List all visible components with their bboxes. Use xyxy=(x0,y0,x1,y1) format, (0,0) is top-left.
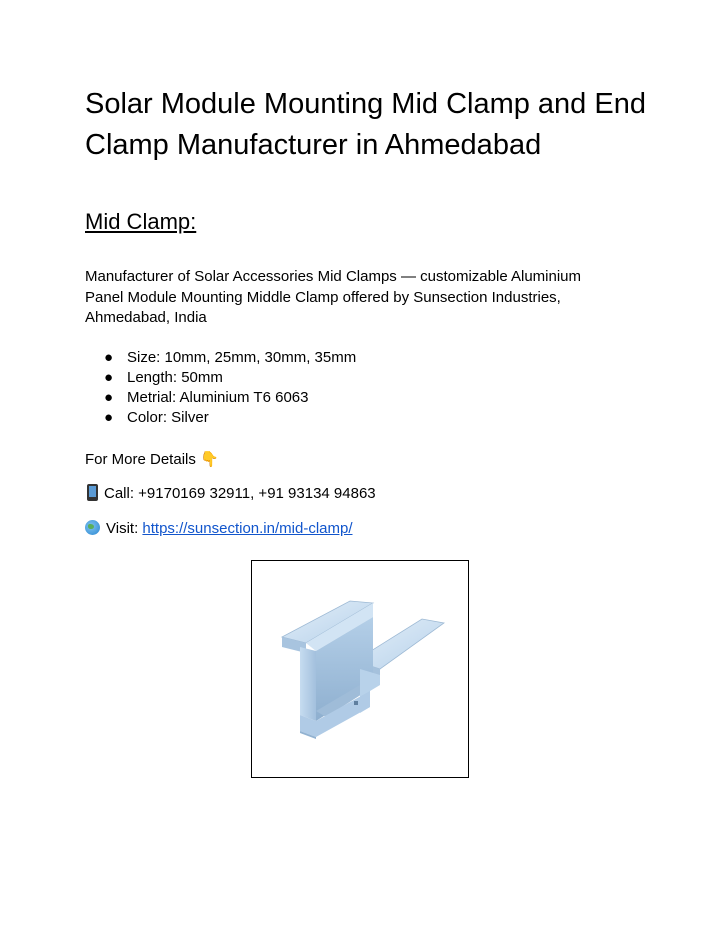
mobile-phone-icon xyxy=(87,484,98,501)
bullet-icon: ● xyxy=(104,349,114,366)
pointing-down-icon: 👇 xyxy=(200,450,219,468)
page-title: Solar Module Mounting Mid Clamp and End Clamp Manufacturer in Ahmedabad xyxy=(85,88,646,161)
spec-item xyxy=(85,368,356,388)
visit-link[interactable]: https://sunsection.in/mid-clamp/ xyxy=(142,520,353,537)
call-text: Call: +9170169 32911, +91 93134 94863 xyxy=(104,485,376,502)
spec-list xyxy=(85,348,356,428)
spec-item xyxy=(85,348,356,368)
mid-clamp-product-image xyxy=(252,561,468,777)
more-details-line xyxy=(85,449,219,470)
spec-text: Metrial: Aluminium T6 6063 xyxy=(127,389,309,406)
bullet-icon: ● xyxy=(104,369,114,386)
bullet-icon: ● xyxy=(104,389,114,406)
spec-item xyxy=(85,388,356,408)
spec-text: Color: Silver xyxy=(127,409,209,426)
intro-paragraph: Manufacturer of Solar Accessories Mid Clamps — customizable Aluminium Panel Module Mounting Middle Clamp offered by Sunsection Industries, Ahmedabad, India xyxy=(85,268,582,326)
bullet-icon: ● xyxy=(104,409,114,426)
visit-line xyxy=(85,519,353,539)
globe-icon xyxy=(85,520,100,535)
visit-label: Visit: xyxy=(106,520,139,537)
more-details-text: For More Details xyxy=(85,451,196,468)
section-heading-mid-clamp: Mid Clamp: xyxy=(85,209,197,234)
call-line xyxy=(85,484,376,504)
spec-item xyxy=(85,408,356,428)
clamp-left-wall xyxy=(300,647,316,721)
spec-text: Size: 10mm, 25mm, 30mm, 35mm xyxy=(127,349,357,366)
spec-text: Length: 50mm xyxy=(127,369,223,386)
product-image-frame xyxy=(251,560,469,778)
